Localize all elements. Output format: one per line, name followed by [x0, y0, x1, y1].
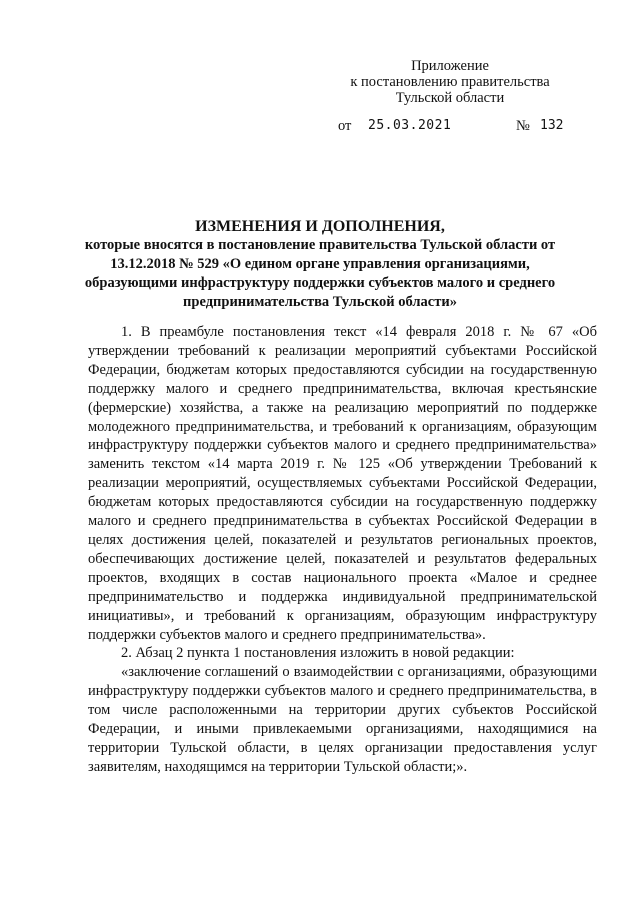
resolution-date: 25.03.2021	[368, 118, 452, 133]
appendix-line-3: Тульской области	[395, 90, 505, 106]
title-subtitle: которые вносятся в постановление правительства Тульской области от 13.12.2018 № 529 «О едином органе управления организациями, образующими инфраструктуру поддержки субъектов малого и среднего предпринимательства Тульской области»	[84, 237, 556, 310]
paragraph-3: «заключение соглашений о взаимодействии с организациями, образующими инфраструктуру поддержки субъектов малого и среднего предпринимательства, в том числе расположенными на территории других субъектов Российской Федерации, и иными привлекаемыми организациями, находящимися на территории Тульской области, в целях организации предоставления услуг заявителям, находящимся на территории Тульской области;».	[88, 664, 597, 775]
number-sign: №	[516, 118, 530, 134]
paragraph-1: 1. В преамбуле постановления текст «14 февраля 2018 г. № 67 «Об утверждении требований к реализации мероприятий субъектами Российской Федерации, бюджетам которых предоставляются субсидии на государственную поддержку малого и среднего предпринимательства, включая крестьянские (фермерские) хозяйства, а также на реализацию мероприятий по поддержке молодежного предпринимательства, и требований к организациям, образующим инфраструктуру поддержки субъектов малого и среднего предпринимательства» заменить текстом «14 марта 2019 г. № 125 «Об утверждении Требований к реализации мероприятий, осуществляемых субъектами Российской Федерации, бюджетам которых предоставляются субсидии на государственную поддержку малого и среднего предпринимательства в субъектах Российской Федерации в целях достижения целей, показателей и результатов региональных проектов, обеспечивающих достижение целей, показателей и результатов федеральных проектов, входящих в состав национального проекта «Малое и среднее предпринимательство и поддержка индивидуальной предпринимательской инициативы», и требований к организациям, образующим инфраструктуру поддержки субъектов малого и среднего предпринимательства».	[88, 324, 597, 643]
appendix-line-1: Приложение	[411, 58, 489, 74]
appendix-header	[0, 58, 640, 106]
document-body	[88, 323, 597, 777]
resolution-number: 132	[540, 118, 564, 133]
resolution-stamp	[0, 118, 640, 136]
appendix-line-2: к постановлению правительства	[350, 74, 550, 90]
paragraph-2: 2. Абзац 2 пункта 1 постановления изложить в новой редакции:	[121, 645, 515, 662]
document-title	[80, 217, 560, 312]
title-main: ИЗМЕНЕНИЯ И ДОПОЛНЕНИЯ,	[195, 218, 445, 235]
date-prefix: от	[338, 118, 352, 134]
